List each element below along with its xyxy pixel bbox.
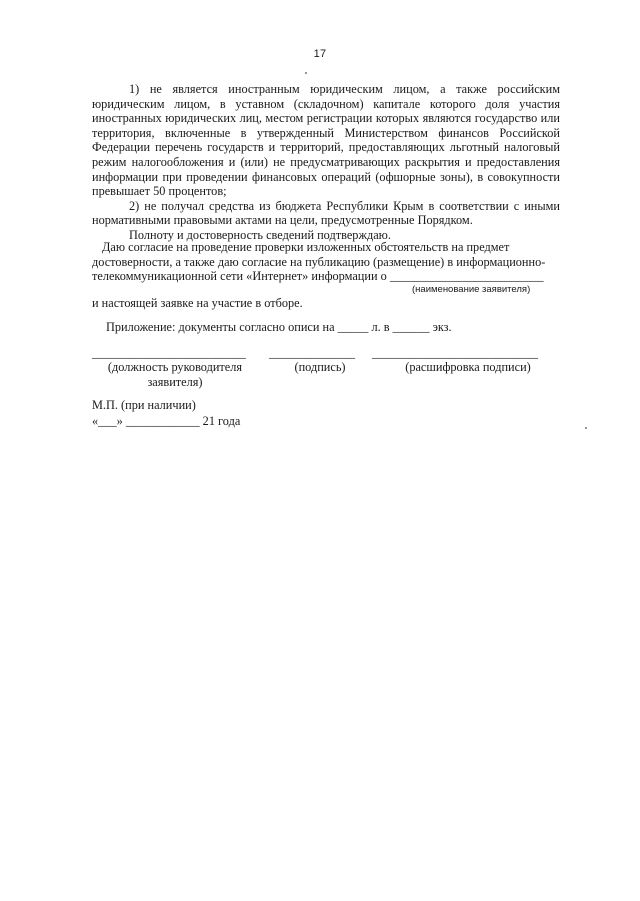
stamp-line: М.П. (при наличии) [92,398,196,412]
attachment-line: Приложение: документы согласно описи на _____ л. в ______ экз. [106,320,452,334]
consent-block [92,240,560,284]
consent-line-3: телекоммуникационной сети «Интернет» информации о _________________________ [92,269,544,284]
decode-signature-line: ___________________________ [372,346,539,360]
position-signature-line: _________________________ [92,346,246,360]
signature-caption: (подпись) [294,360,346,374]
scan-speck [305,72,307,74]
confirmation-paragraph: Полноту и достоверность сведений подтверждаю. [129,227,391,242]
condition-paragraph-2: 2) не получал средства из бюджета Республики Крым в соответствии с иными нормативными правовыми актами на цели, предусмотренные Порядком. [92,198,560,228]
scan-speck [585,427,587,429]
condition-paragraph-1: 1) не является иностранным юридическим лицом, а также российским юридическим лицом, в уставном (складочном) капитале которого доля участия иностранных юридических лиц, местом регистрации которых являются государство или территория, включенные в утвержденный Министерством финансов Российской Федерации перечень государств и территорий, предоставляющих льготный налоговый режим налогообложения и (или) не предусматривающих раскрытия и предоставления информации при проведении финансовых операций (офшорные зоны), в совокупности превышает 50 процентов; [92,82,560,199]
applicant-name-caption: (наименование заявителя) [412,284,531,295]
consent-line-1: Даю согласие на проведение проверки изложенных обстоятельств на предмет [102,240,510,254]
position-caption: (должность руководителя заявителя) [107,360,243,389]
conditions-block [92,82,560,243]
date-line: «___» ____________ 21 года [92,414,241,428]
consent-line-2: достоверности, а также даю согласие на публикацию (размещение) в информационно- [92,254,546,269]
signature-line: ______________ [269,346,356,360]
consent-end-line: и настоящей заявке на участие в отборе. [92,296,303,310]
page-number: 17 [313,48,327,60]
decode-caption: (расшифровка подписи) [405,360,531,374]
